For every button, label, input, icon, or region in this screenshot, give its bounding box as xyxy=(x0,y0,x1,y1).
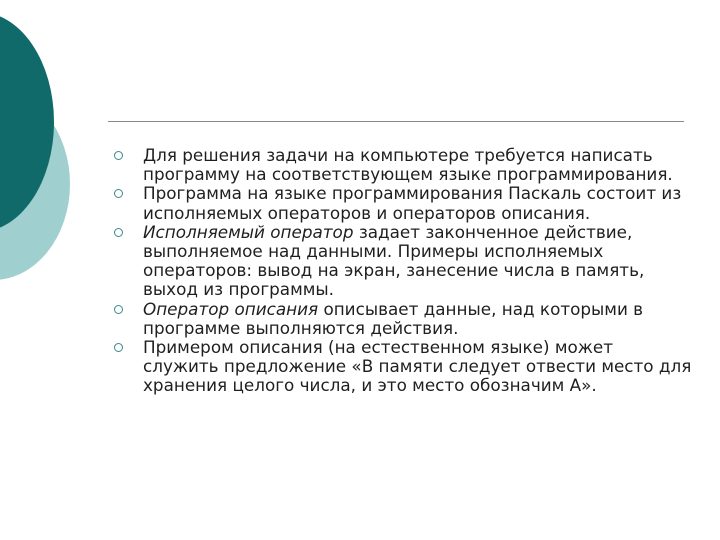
term-italic: Оператор описания xyxy=(143,298,319,319)
title-divider-line xyxy=(108,121,684,122)
circle-bullet-icon xyxy=(114,228,123,237)
circle-bullet-icon xyxy=(114,343,123,352)
bullet-item xyxy=(112,338,692,396)
bullet-text: Программа на языке программирования Паскаль состоит из исполняемых операторов и операторов описания. xyxy=(143,183,682,223)
bullet-text: описывает данные, над которыми в программе выполняются действия. xyxy=(143,298,644,338)
bullet-item xyxy=(112,146,692,184)
circle-bullet-icon xyxy=(114,151,123,160)
bullet-text: задает законченное действие, выполняемое над данными. Примеры исполняемых операторов: вывод на экран, занесение числа в память, выход из программы. xyxy=(143,221,645,300)
bullet-item xyxy=(112,300,692,338)
bullet-item xyxy=(112,223,692,300)
bullet-text: Для решения задачи на компьютере требуется написать программу на соответствующем языке программирования. xyxy=(143,145,673,185)
circle-bullet-icon xyxy=(114,305,123,314)
bullet-text: Примером описания (на естественном языке) может служить предложение «В памяти следует отвести место для хранения целого числа, и это место обозначим А». xyxy=(143,337,692,396)
circle-bullet-icon xyxy=(114,189,123,198)
bullet-item xyxy=(112,184,692,222)
bullet-list xyxy=(112,146,692,396)
term-italic: Исполняемый оператор xyxy=(143,221,354,242)
